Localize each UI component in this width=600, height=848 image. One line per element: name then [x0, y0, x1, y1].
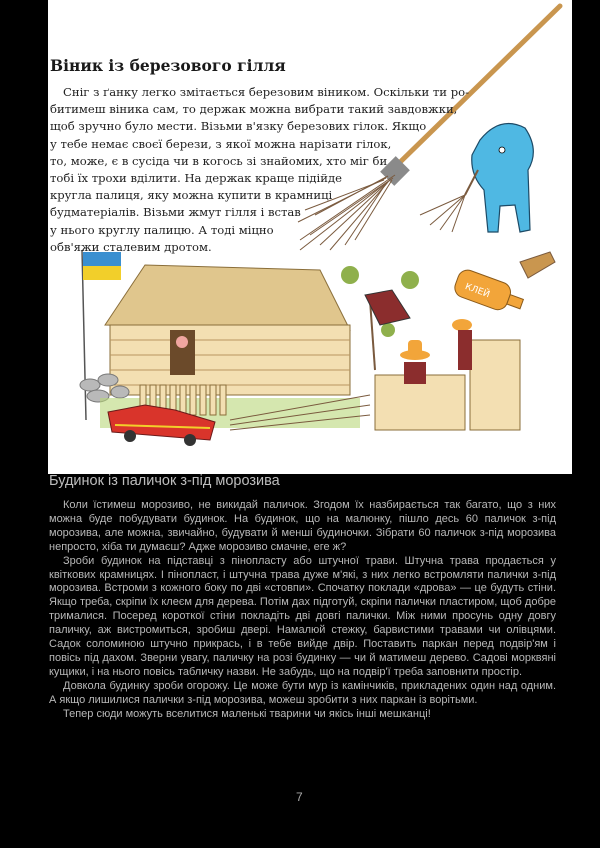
text-line: щоб зручно було мести. Візьми в'язку березових гілок. Якщо: [50, 119, 427, 134]
text-line: кругла палиця, яку можна купити в крамниці: [50, 188, 333, 203]
text-line: у тебе немає своєї берези, з якої можна нарізати гілок,: [50, 136, 392, 151]
text-line: то, може, є в сусіда чи в когось зі знайомих, хто міг би: [50, 153, 388, 168]
text-line: будматеріалів. Візьми жмут гілля і встав: [50, 205, 301, 220]
text-line: у нього круглу палицю. А тоді міцно: [50, 222, 274, 237]
page-number: 7: [296, 790, 303, 804]
man-with-hat-illustration: [400, 319, 472, 384]
paragraph: Тепер сюди можуть вселитися маленькі тварини чи якісь інші мешканці!: [63, 707, 431, 720]
text-line: тобі їх трохи вділити. На держак краще підійде: [50, 171, 342, 186]
section-title-stick-house: Будинок із паличок з-під морозива: [49, 473, 280, 489]
text-line: битимеш віника сам, то держак можна вибрати такий завдовжки,: [50, 102, 458, 117]
birch-broom-text: [50, 84, 469, 256]
section-title-birch-broom: Віник із березового гілля: [50, 56, 286, 75]
glue-label: КЛЕЙ: [463, 282, 491, 301]
glue-bottle-illustration: [452, 252, 555, 317]
text-line: обв'яжи сталевим дротом.: [50, 239, 212, 254]
text-line: Сніг з ґанку легко змітається березовим віником. Оскільки ти ро-: [63, 85, 470, 99]
paragraph: Коли їстимеш морозиво, не викидай паличок. Згодом їх назбирається так багато, що з них можна буде побудувати будинок. На будинок, що на малюнку, пішло десь 60 паличок з-під морозива, але можна, звичайно, будувати й менші будиночки. Зібрати 60 паличок з-під морозива непросто, хіба ти думаєш? Адже морозиво смачне, еге ж?: [49, 499, 556, 553]
paragraph: Довкола будинку зроби огорожу. Це може бути мур із камінчиків, прикладених один над одним. А якщо лишилися палички з-під морозива, можеш зробити з них паркан із ворітьми.: [49, 679, 556, 706]
stick-house-text: [49, 499, 556, 722]
paragraph: Зроби будинок на підставці з пінопласту або штучної трави. Штучна трава продається у квіткових крамницях. І пінопласт, і штучна трава дуже м'які, з них легко встромляти палички з-під морозива. Встроми з кожного боку по дві «стовпи». Спочатку поклади «дрова» — це будуть стіни. Якщо треба, скріпи їх клеєм для дерева. Потім дах підготуй, скріпи палички пластиром, щоб добре трималися. Посеред короткої стіни покладіть дві довгі палички. Між ними просунь одну довгу паличку, аж вистромиться, зробиш двері. Намалюй стежку, барвистими травами чи олівцями. Садок соломиною штучно прикрась, і в тебе вийде двір. Поставить паркан перед подвір'ям і повісь під дахом. Зверни увагу, паличку на розі будинку — чи й матимеш дерево. Садові морквяні кущики, і на нього повісь табличку назви. Не забудь, що на подвір'ї треба заповнити простір.: [49, 554, 556, 678]
